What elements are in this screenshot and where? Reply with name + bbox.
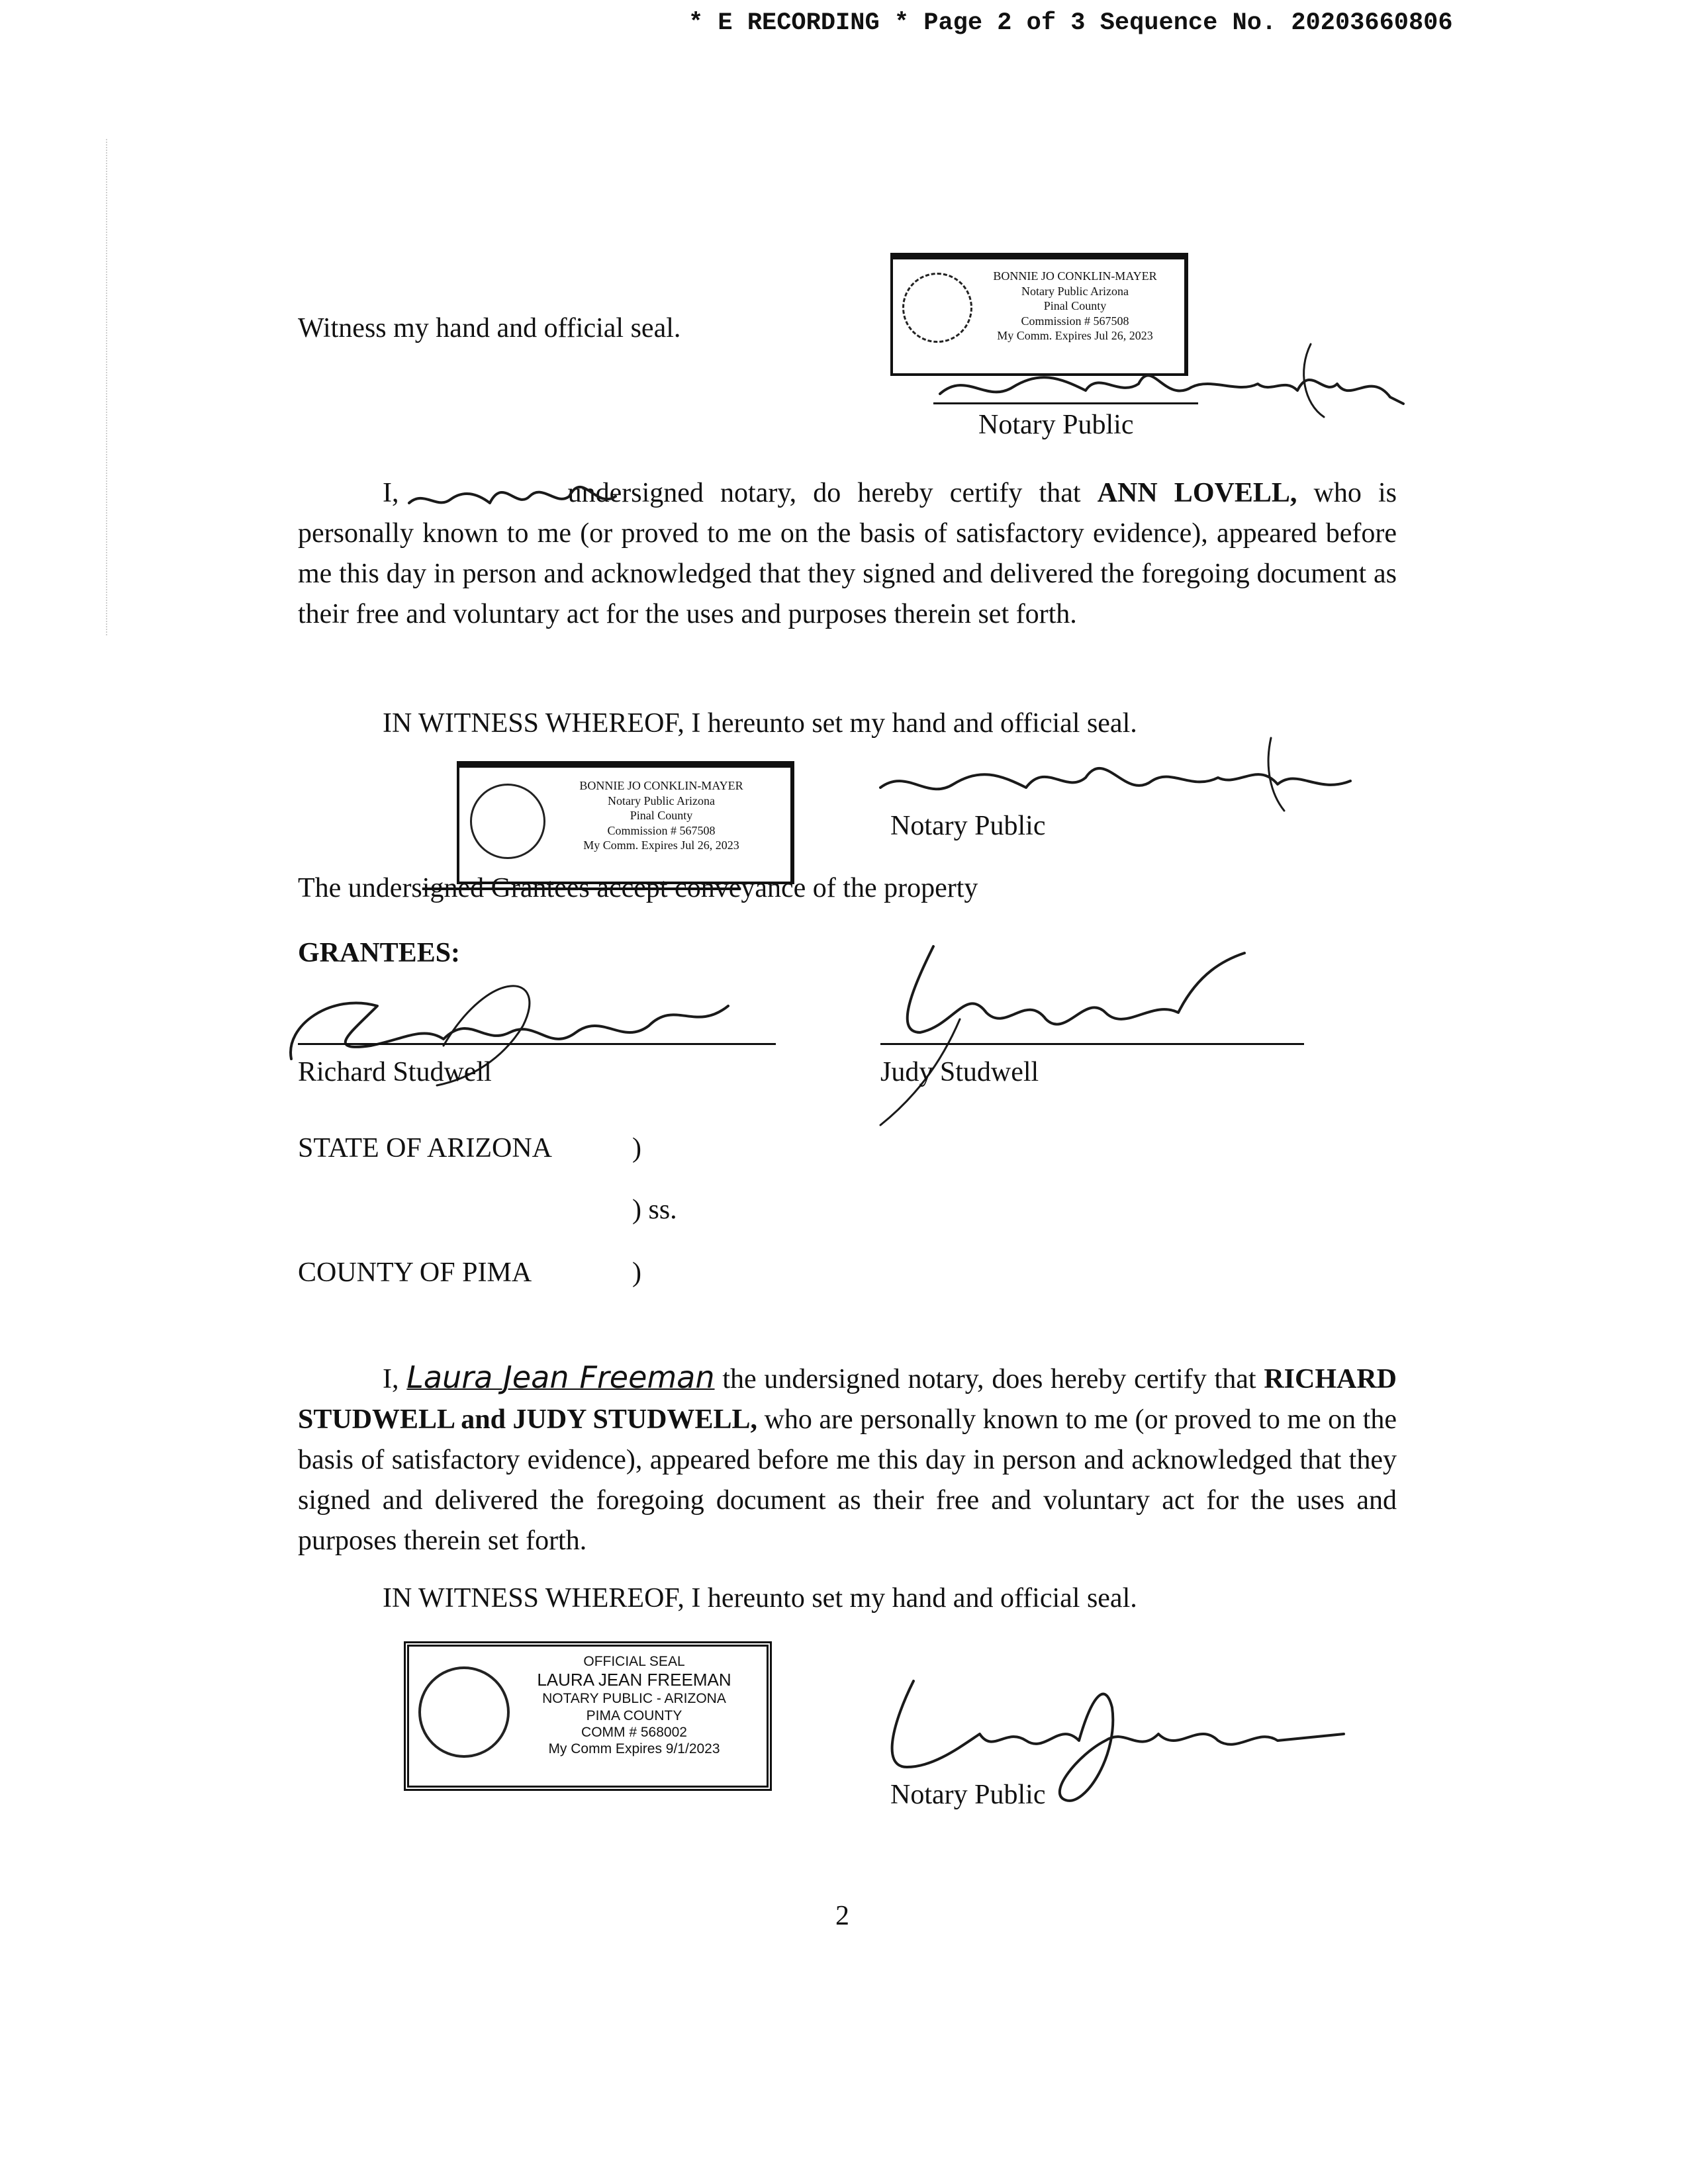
certification-paragraph-2 <box>298 1355 1397 1561</box>
notary-public-label-middle: Notary Public <box>890 811 1046 841</box>
certified-person-name: ANN LOVELL, <box>1097 478 1297 508</box>
stamp-line: My Comm Expires 9/1/2023 <box>548 1741 720 1756</box>
page-number: 2 <box>835 1901 849 1931</box>
stamp-line: BONNIE JO CONKLIN-MAYER <box>579 779 743 792</box>
seal-emblem-icon <box>470 784 545 859</box>
grantee1-name: Richard Studwell <box>298 1057 492 1087</box>
signature-line <box>933 402 1198 404</box>
venue-county: COUNTY OF PIMA <box>298 1257 532 1288</box>
venue-ss: ) ss. <box>632 1195 677 1225</box>
grantees-heading: GRANTEES: <box>298 938 461 968</box>
cert-text: who are personally known to me (or proved to me on the basis of satisfactory evidence), appeared before me this day in person and acknowledged that they signed and delivered the foregoing document as their free and voluntary act for the uses and purposes therein set forth. <box>298 1404 1397 1556</box>
in-witness-whereof-1: IN WITNESS WHEREOF, I hereunto set my hand and official seal. <box>383 708 1137 739</box>
witness-statement: Witness my hand and official seal. <box>298 313 681 343</box>
grantee1-signature-line <box>298 1043 776 1045</box>
grantee2-signature-line <box>880 1043 1304 1045</box>
stamp-line: Pinal County <box>630 809 693 822</box>
stamp-line: COMM # 568002 <box>581 1724 687 1740</box>
stamp-line: PIMA COUNTY <box>586 1707 682 1723</box>
notary-stamp-bottom <box>404 1641 772 1791</box>
stamp-line: LAURA JEAN FREEMAN <box>537 1670 731 1690</box>
grantee2-signature <box>854 933 1264 1132</box>
stamp-line: Pinal County <box>1043 299 1107 312</box>
inline-notary-signature <box>404 457 622 523</box>
venue-state: STATE OF ARIZONA <box>298 1133 552 1163</box>
certified-persons-names: RICHARD STUDWELL and JUDY STUDWELL, <box>298 1364 1397 1435</box>
stamp-line: Commission # 567508 <box>607 823 716 837</box>
stamp-line: Commission # 567508 <box>1021 314 1129 328</box>
stamp-line: Notary Public Arizona <box>608 794 715 807</box>
acceptance-text: The unders <box>298 873 422 903</box>
in-witness-whereof-2: IN WITNESS WHEREOF, I hereunto set my hand and official seal. <box>383 1583 1137 1614</box>
cert-text: who is personally known to me (or proved to me on the basis of satisfactory evidence), appeared before me this day in person and acknowledged that they signed and delivered the foregoing document as their free and voluntary act for the uses and purposes therein set forth. <box>298 478 1397 629</box>
grantee2-name: Judy Studwell <box>880 1057 1039 1087</box>
notary-public-label-bottom: Notary Public <box>890 1780 1046 1810</box>
acceptance-text: yance of the property <box>741 873 978 903</box>
stamp-line: BONNIE JO CONKLIN-MAYER <box>993 269 1157 283</box>
stamp-line: Notary Public Arizona <box>1021 284 1129 298</box>
cert-i: I, <box>383 1364 399 1394</box>
notary-public-label-top: Notary Public <box>978 410 1134 440</box>
acceptance-struck-text: igned Grantees accept conve <box>422 873 741 903</box>
stamp-line: My Comm. Expires Jul 26, 2023 <box>997 329 1153 342</box>
seal-emblem-icon <box>418 1666 510 1758</box>
stamp-line: My Comm. Expires Jul 26, 2023 <box>583 839 739 852</box>
cert-i: I, <box>383 478 399 508</box>
acceptance-statement <box>298 868 978 909</box>
scan-margin-mark <box>106 139 109 635</box>
cert-text: the undersigned notary, does hereby certify that <box>714 1364 1264 1394</box>
venue-paren: ) <box>632 1133 641 1163</box>
stamp-line: OFFICIAL SEAL <box>583 1654 685 1669</box>
recording-header: * E RECORDING * Page 2 of 3 Sequence No. 20203660806 <box>688 9 1453 37</box>
cert-text: undersigned notary, do hereby certify that <box>551 478 1098 508</box>
handwritten-notary-name: Laura Jean Freeman <box>406 1359 715 1395</box>
venue-paren: ) <box>632 1257 641 1288</box>
stamp-line: NOTARY PUBLIC - ARIZONA <box>542 1691 726 1707</box>
notary-stamp-middle <box>457 761 794 884</box>
